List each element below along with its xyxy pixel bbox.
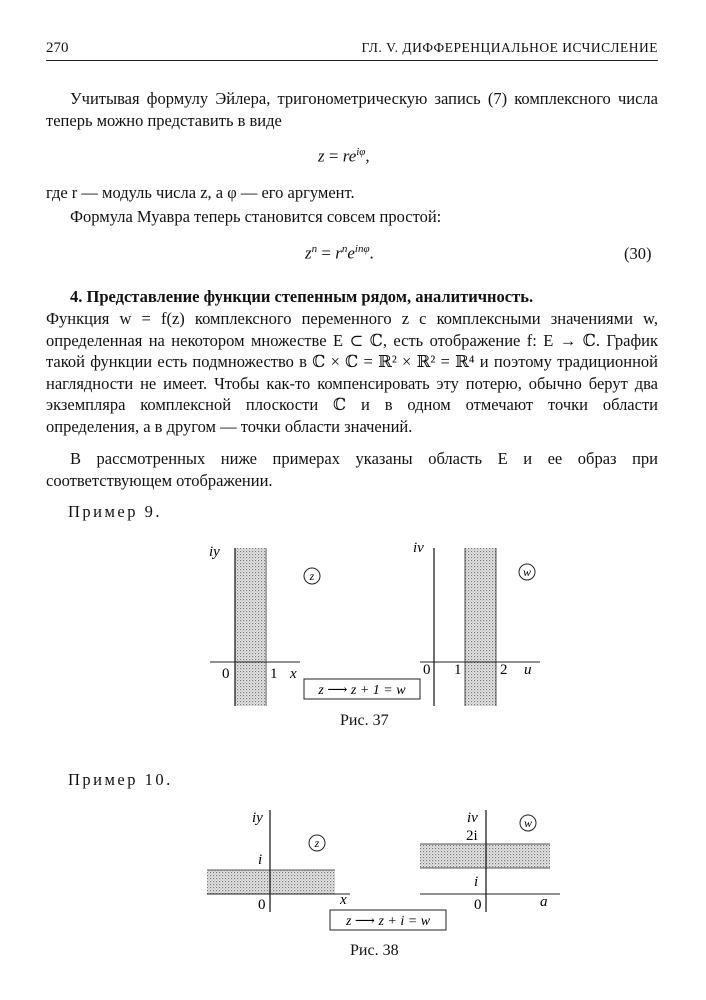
tick-label-2i: 2i: [466, 828, 478, 844]
shaded-strip-z: [235, 548, 265, 706]
equation-number: (30): [624, 244, 652, 263]
paragraph-complex-function: Функция w = f(z) комплексного переменного z с комплексными значениями w, определенная на некотором множестве E ⊂ ℂ, есть отображение f: E → ℂ. График такой функции есть подмножество в ℂ × ℂ = ℝ² × ℝ² = ℝ⁴ и поэтому традиционной наглядности не имеет. Чтобы как-то компенсировать эту потерю, обычно берут два экземпляра комплексной плоскости ℂ и в одном отмечают точки области определения, а в другом — точки области значений.: [46, 309, 658, 436]
shaded-band-z: [207, 870, 335, 894]
figure-37-caption: Рис. 37: [340, 712, 389, 729]
tick-label-2-w: 2: [500, 662, 508, 678]
paragraph-moivre: Формула Муавра теперь становится совсем простой:: [70, 207, 442, 226]
paragraph-modulus: где r — модуль числа z, а φ — его аргумент.: [46, 183, 355, 202]
section-title: 4. Представление функции степенным рядом, аналитичность.: [70, 287, 534, 306]
plane-badge-z-label: z: [309, 569, 315, 583]
axis-label-iy: iy: [209, 544, 220, 560]
formula-euler-form: $z = re^{i\varphi}$,: [318, 146, 370, 166]
origin-label-w: 0: [423, 662, 431, 678]
figure-38: [0, 800, 706, 950]
tick-label-i: i: [258, 852, 263, 868]
tick-label-1: 1: [270, 666, 278, 682]
tick-label-1-w: 1: [454, 662, 462, 678]
axis-label-x: x: [290, 666, 297, 682]
example-9-label: Пример 9.: [68, 502, 163, 521]
plane-badge-z-label: z: [314, 836, 320, 850]
figure-37: [0, 530, 706, 740]
axis-label-u: u: [524, 662, 532, 678]
origin-label-z: 0: [258, 897, 266, 913]
example-10-label: Пример 10.: [68, 770, 173, 789]
running-title: ГЛ. V. ДИФФЕРЕНЦИАЛЬНОЕ ИСЧИСЛЕНИЕ: [361, 40, 658, 55]
axis-label-x: x: [340, 892, 347, 908]
paragraph-examples: В рассмотренных ниже примерах указаны область E и ее образ при соответствующем отображении.: [46, 449, 658, 490]
origin-label-w: 0: [474, 897, 482, 913]
axis-label-a: a: [540, 894, 548, 910]
mapping-formula: z ⟶ z + i = w: [345, 914, 431, 929]
paragraph-euler: Учитывая формулу Эйлера, тригонометрическую запись (7) комплексного числа теперь можно представить в виде: [46, 89, 658, 130]
mapping-formula: z ⟶ z + 1 = w: [318, 683, 406, 698]
axis-label-iv: iv: [413, 540, 424, 556]
axis-label-iv: iv: [467, 810, 478, 826]
figure-38-caption: Рис. 38: [350, 942, 399, 959]
page-header: [46, 40, 658, 58]
origin-label-z: 0: [222, 666, 230, 682]
plane-badge-w-label: w: [523, 816, 533, 830]
tick-label-i-w: i: [474, 874, 479, 890]
header-rule: [46, 60, 658, 61]
shaded-band-w: [420, 844, 550, 868]
axis-label-iy: iy: [252, 810, 263, 826]
page-number: 270: [46, 40, 69, 56]
shaded-strip-w: [465, 548, 496, 706]
formula-moivre: $z^n = r^ne^{in\varphi}$.: [305, 243, 374, 263]
plane-badge-w-label: w: [522, 565, 532, 579]
